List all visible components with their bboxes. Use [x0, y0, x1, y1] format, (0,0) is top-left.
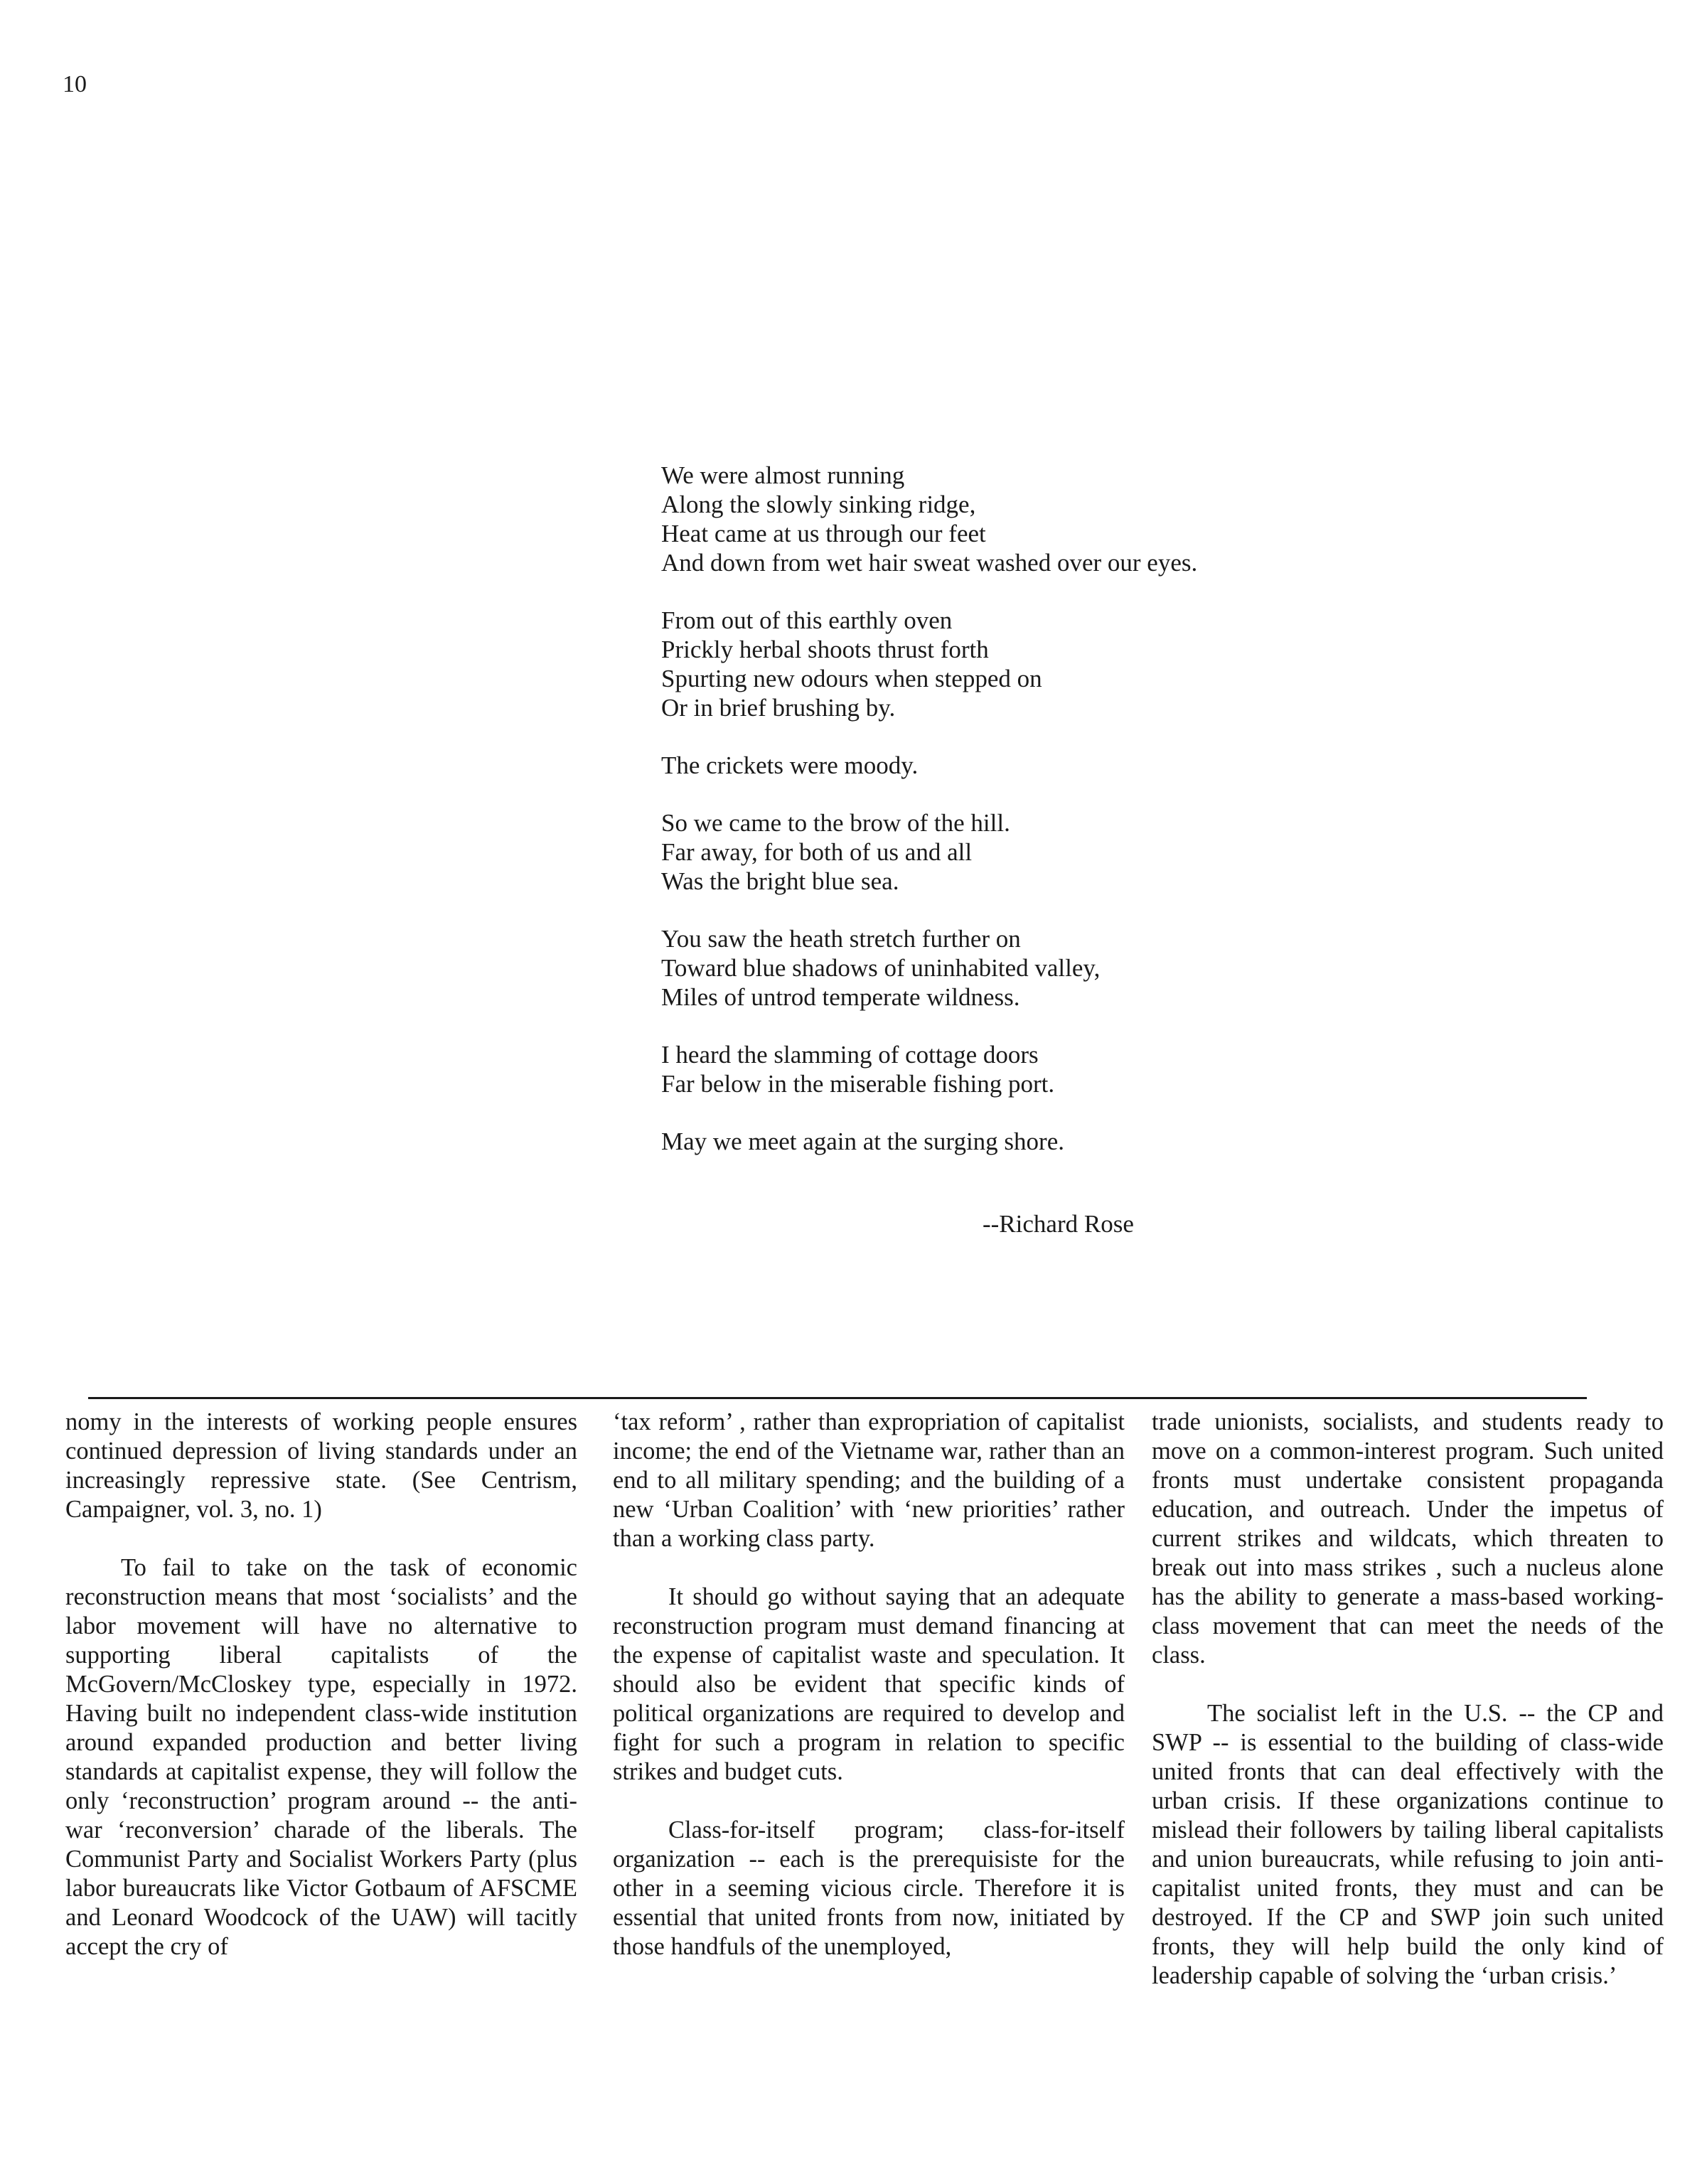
poem-line: Was the bright blue sea. [661, 867, 899, 895]
text-column-2 [613, 1408, 1125, 1991]
paragraph: To fail to take on the task of economic reconstruction means that most ‘socialists’ and the labor movement will have no alternative to supporting liberal capitalists of the McGovern/McCloskey type, especially in 1972. Having built no independent class-wide institution around expanded production and better living standards at capitalist expense, they will follow the only ‘reconstruction’ program around -- the anti-war ‘reconversion’ charade of the liberals. The Communist Party and Socialist Workers Party (plus labor bureaucrats like Victor Gotbaum of AFSCME and Leonard Woodcock of the UAW) will tacitly accept the cry of [65, 1554, 577, 1960]
poem-line: Prickly herbal shoots thrust forth [661, 636, 989, 663]
poem-stanza [661, 751, 1585, 780]
poem-stanza [661, 1127, 1585, 1156]
paragraph: ‘tax reform’ , rather than expropriation of capitalist income; the end of the Vietname war, rather than an end to all military spending; and the building of a new ‘Urban Coalition’ with ‘new priorities’ rather than a working class party. [613, 1408, 1125, 1552]
text-column-3 [1152, 1408, 1664, 2020]
poem-line: Far away, for both of us and all [661, 838, 973, 866]
paragraph: nomy in the interests of working people ensures continued depression of living standards under an increasingly repressive state. (See Centrism, Campaigner, vol. 3, no. 1) [65, 1408, 577, 1523]
poem-line: May we meet again at the surging shore. [661, 1128, 1064, 1155]
poem-author: --Richard Rose [983, 1210, 1134, 1238]
poem-line: The crickets were moody. [661, 751, 919, 779]
poem-stanza [661, 461, 1585, 577]
poem-stanza [661, 606, 1585, 722]
poem-line: Heat came at us through our feet [661, 520, 986, 547]
poem-line: So we came to the brow of the hill. [661, 809, 1010, 837]
poem-line: Or in brief brushing by. [661, 694, 896, 722]
poem-line: And down from wet hair sweat washed over our eyes. [661, 549, 1198, 577]
poem [661, 461, 1585, 1184]
poem-stanza [661, 1040, 1585, 1098]
poem-line: From out of this earthly oven [661, 606, 953, 634]
poem-line: You saw the heath stretch further on [661, 925, 1021, 953]
paragraph: Class-for-itself program; class-for-itself organization -- each is the prerequisiste for the other in a seeming vicious circle. Therefore it is essential that united fronts from now, initiated by those handfuls of the unemployed, [613, 1816, 1125, 1960]
poem-stanza [661, 924, 1585, 1012]
paragraph: The socialist left in the U.S. -- the CP and SWP -- is essential to the building of class-wide united fronts that can deal effectively with the urban crisis. If these organizations continue to mislead their followers by tailing liberal capitalists and union bureaucrats, while refusing to join anti-capitalist united fronts, they must and can be destroyed. If the CP and SWP join such united fronts, they will help build the only kind of leadership capable of solving the ‘urban crisis.’ [1152, 1700, 1664, 1989]
poem-line: I heard the slamming of cottage doors [661, 1041, 1039, 1069]
page-number: 10 [63, 71, 87, 97]
section-divider [88, 1397, 1587, 1399]
paragraph: It should go without saying that an adequate reconstruction program must demand financing at the expense of capitalist waste and speculation. It should also be evident that specific kinds of political organizations are required to develop and fight for such a program in relation to specific strikes and budget cuts. [613, 1583, 1125, 1785]
poem-line: Miles of untrod temperate wildness. [661, 983, 1020, 1011]
poem-line: We were almost running [661, 461, 905, 489]
poem-line: Toward blue shadows of uninhabited valley, [661, 954, 1101, 982]
poem-line: Far below in the miserable fishing port. [661, 1070, 1055, 1098]
poem-line: Spurting new odours when stepped on [661, 665, 1042, 692]
text-column-1 [65, 1408, 577, 1991]
poem-stanza [661, 808, 1585, 896]
poem-line: Along the slowly sinking ridge, [661, 491, 976, 518]
paragraph: trade unionists, socialists, and students ready to move on a common-interest program. Such united fronts must undertake consistent propaganda education, and outreach. Under the impetus of current strikes and wildcats, which threaten to break out into mass strikes , such a nucleus alone has the ability to generate a mass-based working-class movement that can meet the needs of the class. [1152, 1408, 1664, 1669]
